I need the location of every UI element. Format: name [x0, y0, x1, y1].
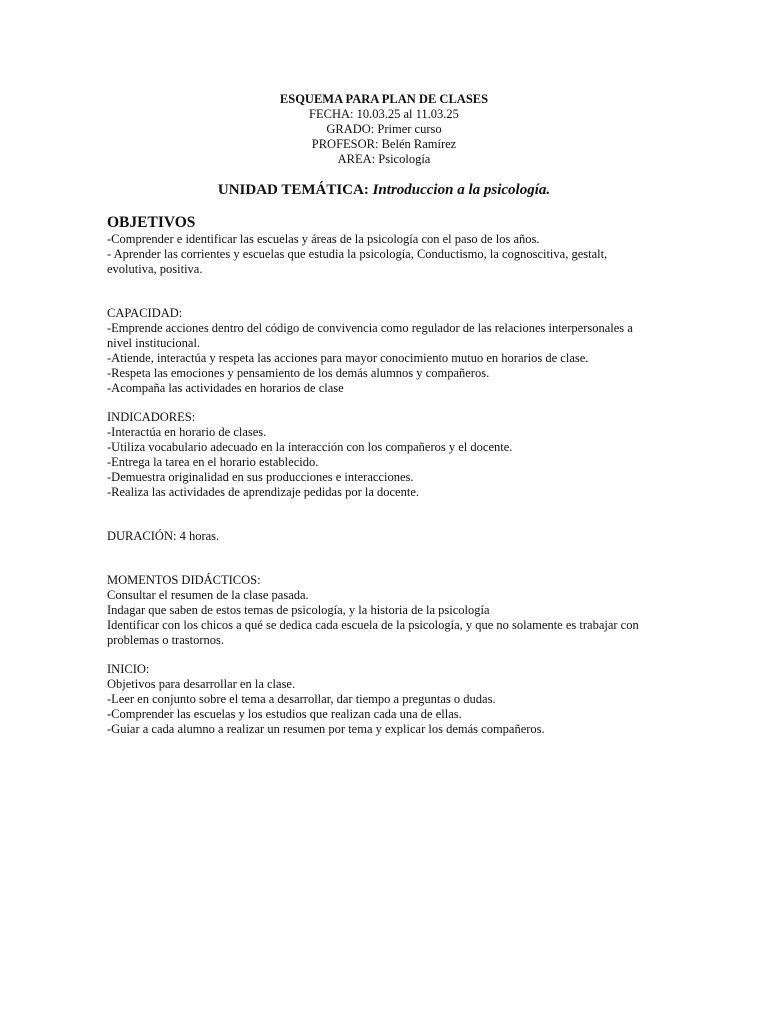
objective-line: evolutiva, positiva.	[107, 262, 203, 276]
start-line: -Guiar a cada alumno a realizar un resumen por tema y explicar los demás compañeros.	[107, 722, 545, 736]
thematic-unit	[107, 181, 661, 199]
thematic-unit-label: UNIDAD TEMÁTICA:	[217, 182, 369, 198]
capacity-line: -Emprende acciones dentro del código de convivencia como regulador de las relaciones interpersonales a	[107, 321, 633, 335]
didactic-moments-section	[107, 573, 647, 648]
didactic-moment-line: problemas o trastornos.	[107, 633, 224, 647]
start-line: Objetivos para desarrollar en la clase.	[107, 677, 296, 691]
objectives-section	[107, 232, 647, 277]
grade-line: GRADO: Primer curso	[326, 122, 442, 136]
objectives-heading: OBJETIVOS	[107, 214, 196, 231]
indicator-line: -Interactúa en horario de clases.	[107, 425, 267, 439]
capacity-line: -Respeta las emociones y pensamiento de los demás alumnos y compañeros.	[107, 366, 490, 380]
didactic-moment-line: Identificar con los chicos a qué se dedica cada escuela de la psicología, y que no solamente es trabajar con	[107, 618, 639, 632]
indicator-line: -Utiliza vocabulario adecuado en la interacción con los compañeros y el docente.	[107, 440, 513, 454]
indicator-line: -Demuestra originalidad en sus producciones e interacciones.	[107, 470, 414, 484]
date-line: FECHA: 10.03.25 al 11.03.25	[309, 107, 459, 121]
start-line: -Comprender las escuelas y los estudios que realizan cada una de ellas.	[107, 707, 462, 721]
duration-section	[107, 529, 647, 544]
start-heading: INICIO:	[107, 662, 150, 676]
capacity-section	[107, 306, 647, 396]
capacity-line: -Acompaña las actividades en horarios de clase	[107, 381, 344, 395]
didactic-moment-line: Consultar el resumen de la clase pasada.	[107, 588, 309, 602]
indicators-section	[107, 410, 647, 500]
start-line: -Leer en conjunto sobre el tema a desarrollar, dar tiempo a preguntas o dudas.	[107, 692, 496, 706]
indicators-heading: INDICADORES:	[107, 410, 196, 424]
capacity-line: -Atiende, interactúa y respeta las acciones para mayor conocimiento mutuo en horarios de clase.	[107, 351, 589, 365]
indicator-line: -Entrega la tarea en el horario establecido.	[107, 455, 319, 469]
duration-line: DURACIÓN: 4 horas.	[107, 529, 220, 543]
didactic-moments-heading: MOMENTOS DIDÁCTICOS:	[107, 573, 261, 587]
objective-line: -Comprender e identificar las escuelas y áreas de la psicología con el paso de los años.	[107, 232, 540, 246]
objective-line: - Aprender las corrientes y escuelas que estudia la psicología, Conductismo, la cognoscitiva, gestalt,	[107, 247, 608, 261]
teacher-line: PROFESOR: Belén Ramírez	[311, 137, 457, 151]
capacity-line: nivel institucional.	[107, 336, 201, 350]
capacity-heading: CAPACIDAD:	[107, 306, 183, 320]
indicator-line: -Realiza las actividades de aprendizaje pedidas por la docente.	[107, 485, 420, 499]
document-title: ESQUEMA PARA PLAN DE CLASES	[279, 92, 489, 106]
didactic-moment-line: Indagar que saben de estos temas de psicología, y la historia de la psicología	[107, 603, 490, 617]
start-section	[107, 662, 647, 737]
thematic-unit-value: Introduccion a la psicología.	[372, 182, 551, 198]
area-line: AREA: Psicología	[337, 152, 431, 166]
document-header	[107, 92, 661, 167]
